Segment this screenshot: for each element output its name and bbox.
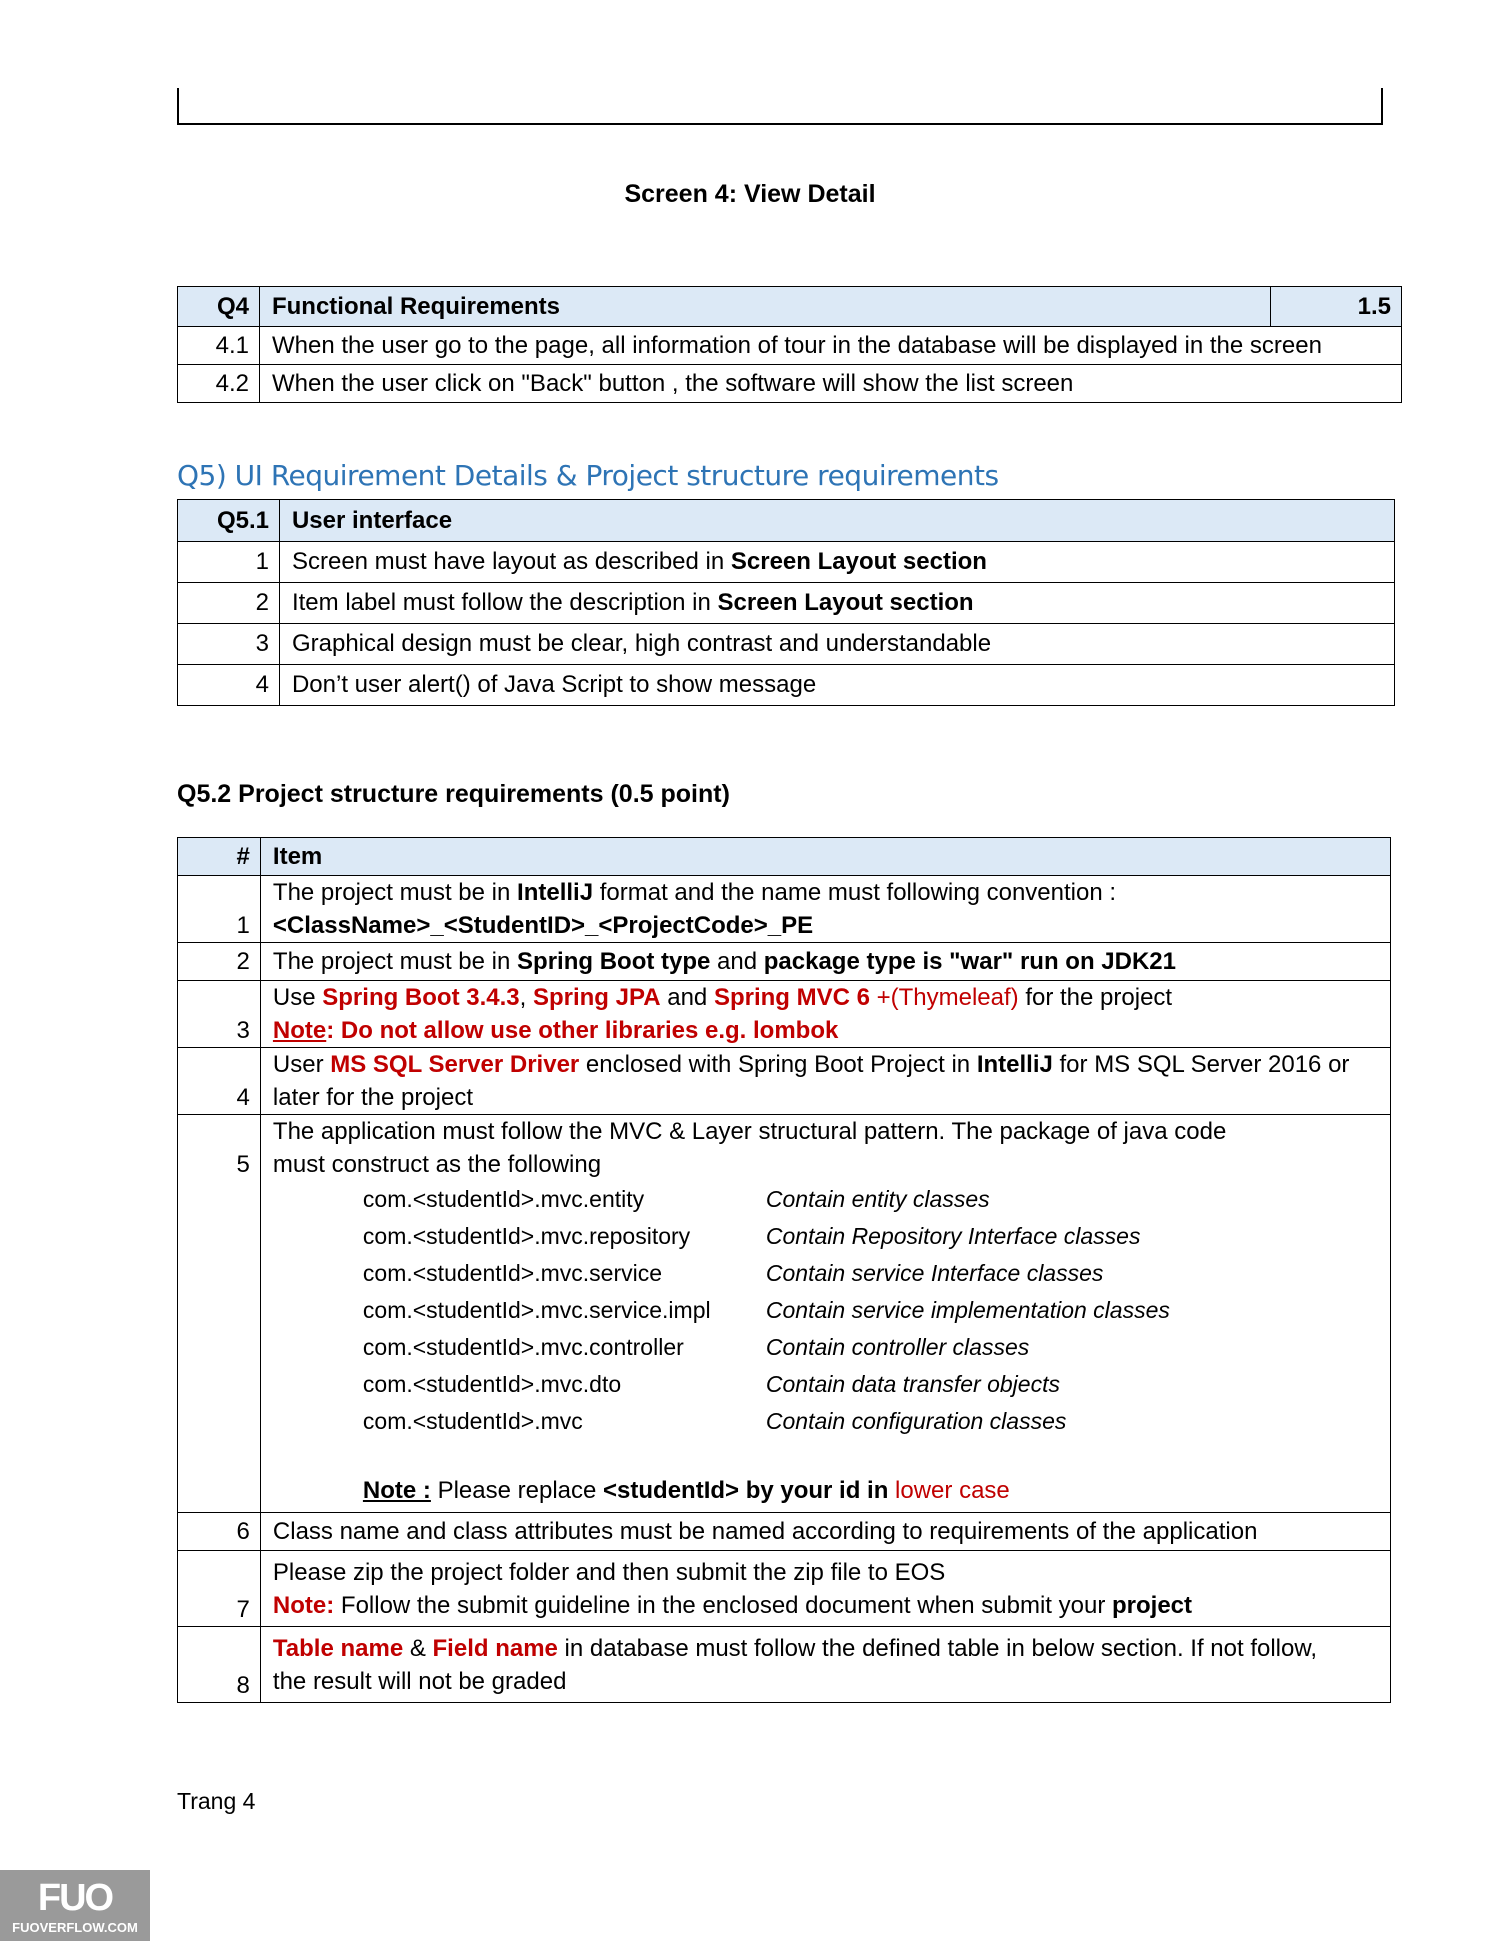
note-label: Note:	[272, 1591, 335, 1619]
text-red: +(Thymeleaf)	[869, 984, 1019, 1011]
row-number: 8	[178, 1627, 261, 1703]
row-number: 6	[178, 1513, 261, 1551]
row-number: 1	[178, 876, 261, 943]
text: The project must be in	[272, 879, 518, 906]
q4-id: Q4	[178, 287, 260, 327]
q52-heading: Q5.2 Project structure requirements (0.5 point)	[177, 780, 730, 808]
row-text	[260, 1048, 1390, 1115]
row-number: 5	[178, 1115, 261, 1513]
text-red: lower case	[895, 1477, 1010, 1504]
table-row	[178, 1627, 1391, 1703]
row-text: When the user click on "Back" button , the software will show the list screen	[259, 365, 1401, 403]
table-header-row	[178, 838, 1391, 876]
row-text	[260, 876, 1390, 943]
text-bold: package type is "war" run on JDK21	[763, 948, 1176, 975]
row-number: 1	[178, 542, 280, 583]
row-text	[260, 943, 1390, 981]
text-red-bold: Spring JPA	[532, 984, 661, 1011]
text: later for the project	[272, 1084, 474, 1111]
row-number: 2	[178, 583, 280, 624]
row-text	[279, 583, 1394, 624]
table-row	[178, 981, 1391, 1048]
row-text	[279, 624, 1394, 665]
row-text	[279, 542, 1394, 583]
text-red-bold: Field name	[432, 1634, 558, 1662]
note-text: : Do not allow use other libraries e.g. lombok	[326, 1017, 839, 1044]
q51-id: Q5.1	[178, 500, 280, 542]
table-row	[178, 327, 1402, 365]
package-row	[273, 1181, 1378, 1218]
text-red-bold: MS SQL Server Driver	[330, 1051, 580, 1078]
text-red-bold: Table name	[272, 1634, 404, 1662]
screen-title: Screen 4: View Detail	[624, 180, 876, 208]
q5-heading: Q5) UI Requirement Details & Project structure requirements	[177, 459, 999, 492]
text: ,	[519, 984, 533, 1011]
table-row	[178, 1048, 1391, 1115]
q4-title: Functional Requirements	[259, 287, 1270, 327]
text: Use	[272, 984, 323, 1011]
table-header-row	[178, 500, 1395, 542]
text: and	[660, 984, 714, 1011]
package-description: Contain configuration classes	[765, 1408, 1067, 1434]
package-description: Contain data transfer objects	[765, 1371, 1060, 1397]
text-red-bold: Spring Boot 3.4.3	[322, 984, 520, 1011]
package-list	[273, 1181, 1378, 1440]
row-text	[279, 665, 1394, 706]
text-bold: <ClassName>_<StudentID>_<ProjectCode>_PE	[272, 912, 814, 939]
row-text-bold: Screen Layout section	[717, 589, 974, 616]
row-number: 4.1	[178, 327, 260, 365]
table-row	[178, 1513, 1391, 1551]
package-name: com.<studentId>.mvc.service.impl	[362, 1297, 711, 1323]
row-text	[260, 1115, 1390, 1513]
package-row	[273, 1218, 1378, 1255]
text: for MS SQL Server 2016 or	[1052, 1051, 1350, 1078]
user-interface-table	[177, 499, 1395, 706]
site-logo	[0, 1870, 150, 1941]
package-name: com.<studentId>.mvc.dto	[362, 1371, 622, 1397]
text-bold: <studentId> by your id in	[603, 1477, 896, 1504]
table-row	[178, 624, 1395, 665]
row-text-plain: Screen must have layout as described in	[291, 548, 731, 575]
package-name: com.<studentId>.mvc.repository	[362, 1223, 691, 1249]
text: format and the name must following convention :	[593, 879, 1117, 906]
logo-text: FUOVERFLOW.COM	[12, 1920, 138, 1935]
text-bold: IntelliJ	[976, 1051, 1053, 1078]
table-row	[178, 1551, 1391, 1627]
text-red-bold: Spring MVC 6	[713, 984, 870, 1011]
row-number: 4.2	[178, 365, 260, 403]
text: enclosed with Spring Boot Project in	[579, 1051, 977, 1078]
text: must construct as the following	[272, 1151, 602, 1178]
package-row	[273, 1329, 1378, 1366]
package-description: Contain service implementation classes	[765, 1297, 1170, 1323]
col-item-header: Item	[260, 838, 1390, 876]
text-bold: IntelliJ	[517, 879, 594, 906]
logo-mark: FUO	[37, 1877, 113, 1919]
package-description: Contain entity classes	[765, 1186, 990, 1212]
text: for the project	[1018, 984, 1173, 1011]
text: Follow the submit guideline in the enclosed document when submit your	[334, 1591, 1112, 1619]
table-row	[178, 365, 1402, 403]
q4-score: 1.5	[1271, 287, 1402, 327]
text-bold: Spring Boot type	[517, 948, 711, 975]
col-number-header: #	[178, 838, 261, 876]
package-name: com.<studentId>.mvc.controller	[362, 1334, 684, 1360]
row-text	[260, 1627, 1390, 1703]
table-row	[178, 876, 1391, 943]
package-name: com.<studentId>.mvc	[362, 1408, 583, 1434]
note-label: Note :	[362, 1477, 431, 1504]
text: User	[272, 1051, 331, 1078]
table-header-row	[178, 287, 1402, 327]
row-text-plain: Don’t user alert() of Java Script to show message	[291, 671, 817, 698]
row-text-bold: Screen Layout section	[730, 548, 987, 575]
package-description: Contain controller classes	[765, 1334, 1030, 1360]
row-number: 3	[178, 981, 261, 1048]
row-number: 3	[178, 624, 280, 665]
row-number: 7	[178, 1551, 261, 1627]
page-footer: Trang 4	[177, 1788, 256, 1814]
project-structure-table	[177, 837, 1391, 1703]
row-text-plain: Graphical design must be clear, high contrast and understandable	[291, 630, 992, 657]
package-row	[273, 1292, 1378, 1329]
text: Please replace	[430, 1477, 604, 1504]
package-description: Contain service Interface classes	[765, 1260, 1104, 1286]
row-text	[260, 1551, 1390, 1627]
package-row	[273, 1255, 1378, 1292]
row-number: 2	[178, 943, 261, 981]
text: and	[710, 948, 764, 975]
text: The project must be in	[272, 948, 518, 975]
note-label: Note	[272, 1017, 327, 1044]
row-text: Class name and class attributes must be named according to requirements of the application	[260, 1513, 1390, 1551]
table-row	[178, 542, 1395, 583]
package-row	[273, 1403, 1378, 1440]
text: &	[403, 1634, 433, 1662]
package-description: Contain Repository Interface classes	[765, 1223, 1141, 1249]
text: The application must follow the MVC & Layer structural pattern. The package of java code	[272, 1118, 1227, 1145]
row-text-plain: Item label must follow the description in	[291, 589, 718, 616]
functional-requirements-table	[177, 286, 1402, 403]
text: the result will not be graded	[272, 1667, 567, 1695]
package-name: com.<studentId>.mvc.entity	[362, 1186, 645, 1212]
row-number: 4	[178, 1048, 261, 1115]
previous-section-box	[177, 88, 1383, 125]
q51-title: User interface	[279, 500, 1394, 542]
table-row	[178, 583, 1395, 624]
table-row	[178, 943, 1391, 981]
text-bold: project	[1112, 1591, 1193, 1619]
table-row	[178, 665, 1395, 706]
package-name: com.<studentId>.mvc.service	[362, 1260, 663, 1286]
text: in database must follow the defined table in below section. If not follow,	[557, 1634, 1318, 1662]
table-row	[178, 1115, 1391, 1513]
text: Please zip the project folder and then submit the zip file to EOS	[272, 1558, 946, 1586]
row-text	[260, 981, 1390, 1048]
row-text: When the user go to the page, all information of tour in the database will be displayed in the screen	[259, 327, 1401, 365]
package-row	[273, 1366, 1378, 1403]
row-number: 4	[178, 665, 280, 706]
